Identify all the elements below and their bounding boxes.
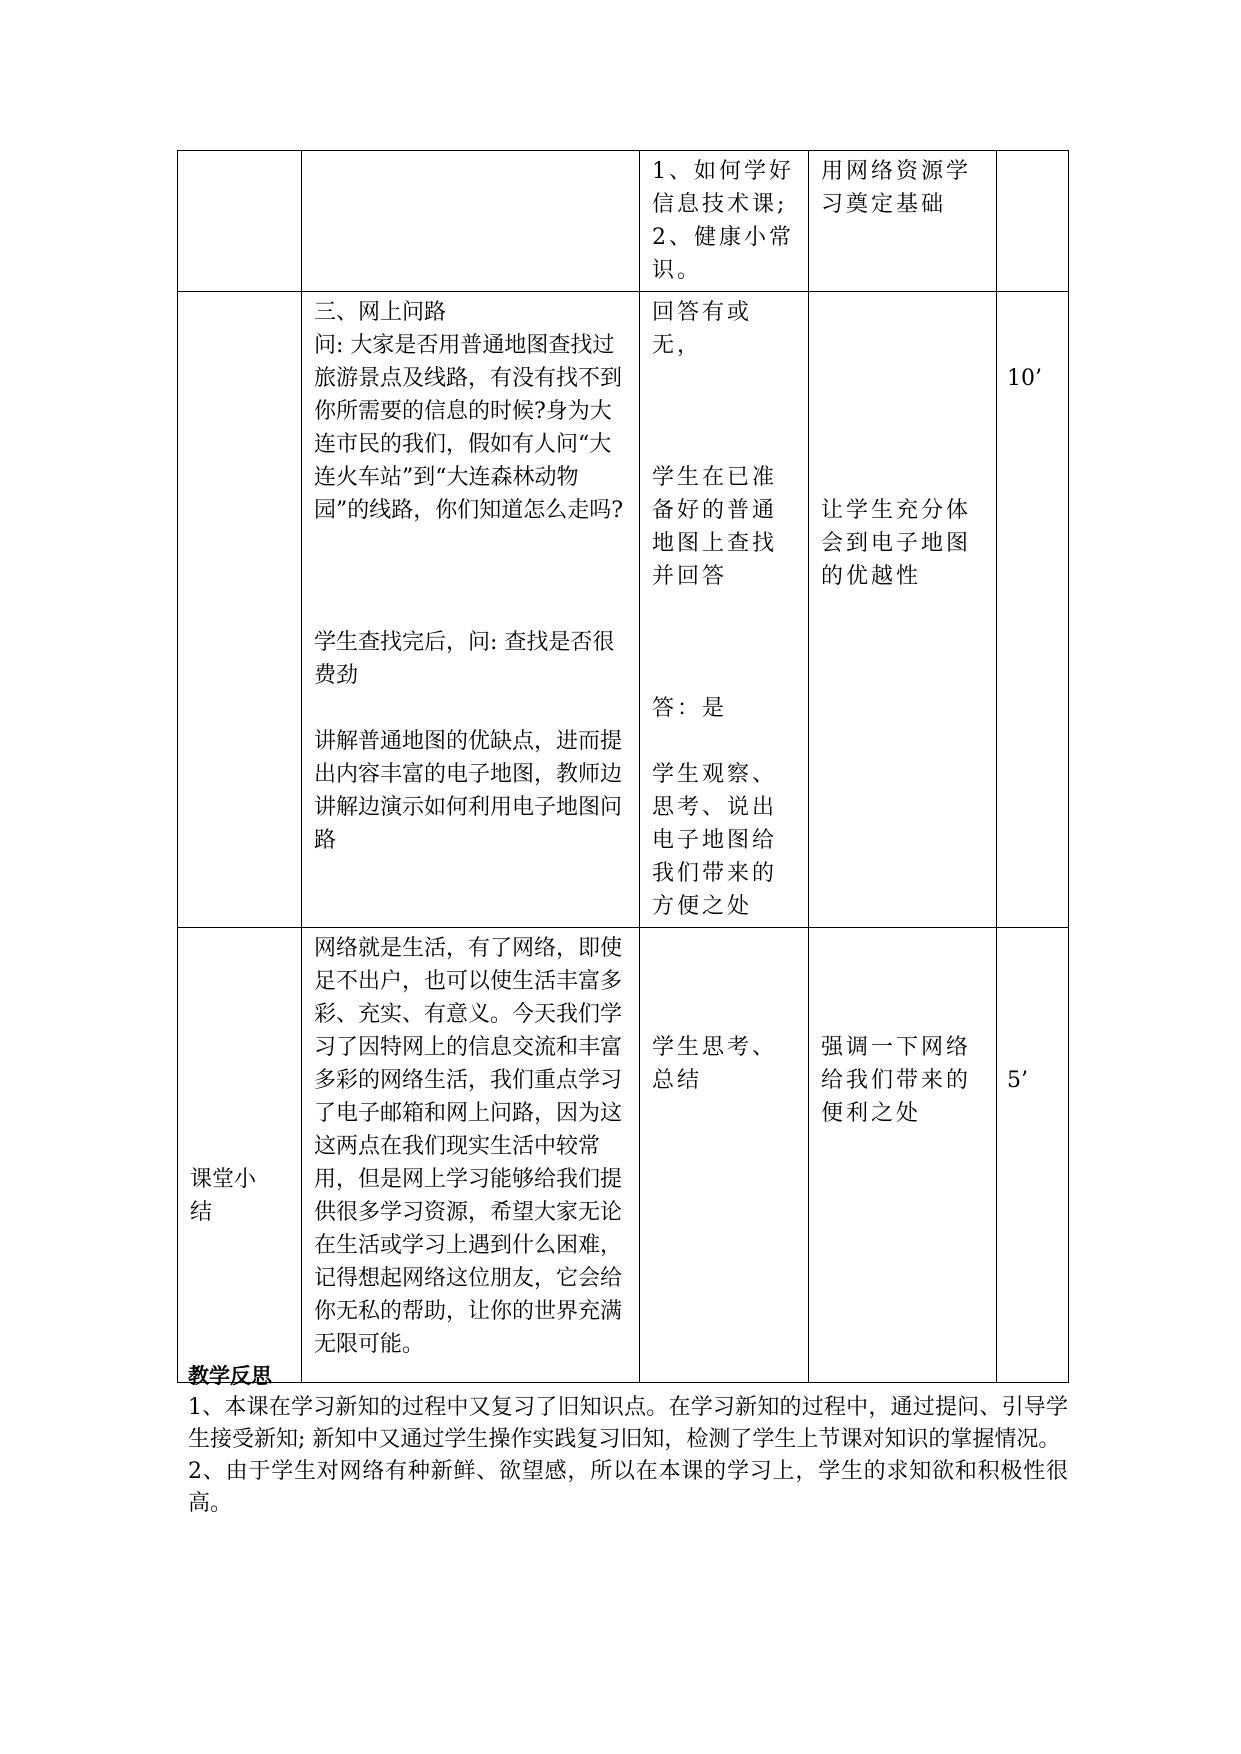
table-row (178, 292, 1069, 928)
teaching-reflection (188, 1360, 1068, 1520)
teacher-activity-cell (302, 292, 640, 928)
student-answer: 回答有或无， (652, 300, 753, 358)
student-line: 1、如何学好信息技术课; (652, 159, 794, 217)
time-text: 5’ (1007, 1068, 1028, 1093)
section-cell (178, 928, 302, 1383)
student-task: 学生在已准备好的普通地图上查找并回答 (652, 465, 778, 589)
section-label: 课堂小结 (190, 1167, 257, 1225)
table-row (178, 928, 1069, 1383)
student-answer-yes: 答：是 (652, 696, 728, 721)
section-cell (178, 151, 302, 292)
student-activity-cell (640, 928, 809, 1383)
reflection-paragraph: 1、本课在学习新知的过程中又复习了旧知识点。在学习新知的过程中，通过提问、引导学生接受新知; 新知中又通过学生操作实践复习旧知，检测了学生上节课对知识的掌握情况。 (188, 1395, 1068, 1452)
purpose-cell (809, 928, 997, 1383)
teacher-question: 问: 大家是否用普通地图查找过旅游景点及线路，有没有找不到你所需要的信息的时候?身为大连市民的我们，假如有人问“大连火车站”到“大连森林动物园”的线路，你们知道怎么走吗? (314, 333, 624, 523)
lesson-plan-table (177, 150, 1069, 1383)
time-cell (997, 928, 1069, 1383)
reflection-paragraph: 2、由于学生对网络有种新鲜、欲望感，所以在本课的学习上，学生的求知欲和积极性很高。 (188, 1459, 1068, 1516)
time-cell (997, 292, 1069, 928)
student-summary: 学生思考、总结 (652, 1035, 778, 1093)
teacher-activity-cell (302, 151, 640, 292)
reflection-title: 教学反思 (188, 1364, 272, 1388)
student-observation: 学生观察、思考、说出电子地图给我们带来的方便之处 (652, 762, 778, 919)
teacher-heading: 三、网上问路 (314, 300, 447, 325)
student-activity-cell (640, 292, 809, 928)
student-line: 2、健康小常识。 (652, 225, 794, 283)
teacher-activity-cell: 网络就是生活，有了网络，即使足不出户，也可以使生活丰富多彩、充实、有意义。今天我们学习了因特网上的信息交流和丰富多彩的网络生活，我们重点学习了电子邮箱和网上问路，因为这这两点在我们现实生活中较常用，但是网上学习能够给我们提供很多学习资源，希望大家无论在生活或学习上遇到什么困难，记得想起网络这位朋友，它会给你无私的帮助，让你的世界充满无限可能。 (302, 928, 640, 1383)
student-activity-cell (640, 151, 809, 292)
teacher-explanation: 讲解普通地图的优缺点，进而提出内容丰富的电子地图，教师边讲解边演示如何利用电子地图问路 (314, 729, 623, 853)
time-cell (997, 151, 1069, 292)
section-cell (178, 292, 302, 928)
time-text: 10’ (1007, 366, 1042, 391)
purpose-text: 强调一下网络给我们带来的便利之处 (821, 1035, 972, 1126)
purpose-text: 让学生充分体会到电子地图的优越性 (821, 498, 972, 589)
teacher-followup: 学生查找完后，问: 查找是否很费劲 (314, 630, 615, 688)
purpose-cell: 用网络资源学习奠定基础 (809, 151, 997, 292)
purpose-cell (809, 292, 997, 928)
table-row (178, 151, 1069, 292)
